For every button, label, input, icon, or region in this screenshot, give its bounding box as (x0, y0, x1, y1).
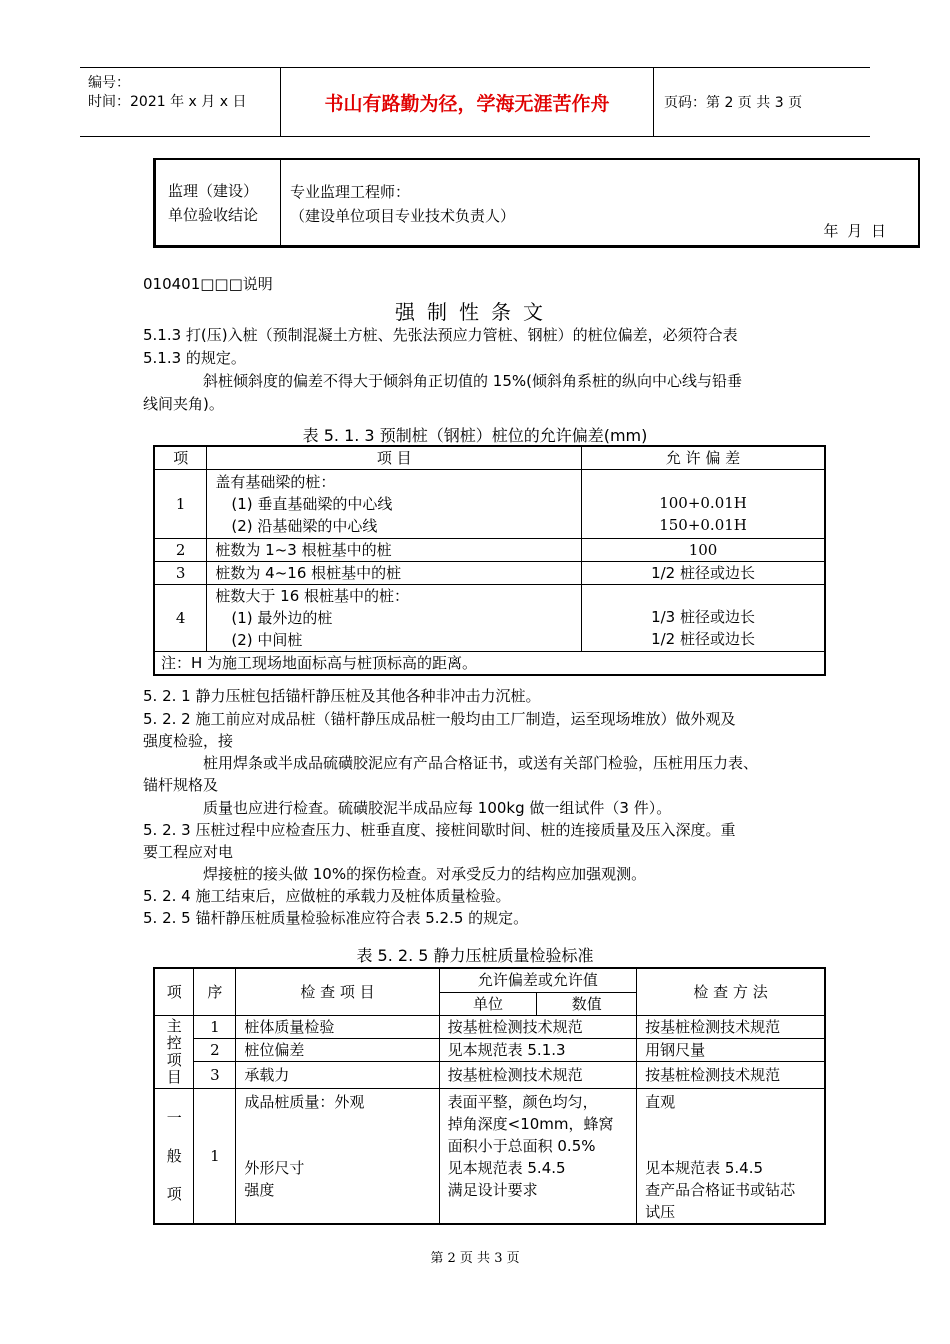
para-523-line2: 要工程应对电 (143, 843, 234, 861)
row-item (207, 585, 582, 652)
para-523-line1: 5. 2. 3 压桩过程中应检查压力、桩垂直度、接桩间歇时间、桩的连接质量及压入深度。重 (143, 821, 736, 839)
table-note-row (154, 652, 825, 676)
row-value (582, 470, 825, 539)
row-item: 桩位偏差 (236, 1039, 439, 1062)
table2-caption: 表 5. 2. 5 静力压桩质量检验标准 (356, 946, 594, 965)
row-deviation-line: 表面平整，颜色均匀， (447, 1093, 598, 1111)
row-item-line: (2) 沿基础梁的中心线 (231, 517, 378, 535)
para-523-line3: 焊接桩的接头做 10%的探伤检查。对承受反力的结构应加强观测。 (203, 865, 647, 883)
row-item-line: 强度 (244, 1181, 275, 1199)
para-522-line3: 桩用焊条或半成品硫磺胶泥应有产品合格证书，或送有关部门检验，压桩用压力表、 (203, 754, 759, 772)
para-slope-line1: 斜桩倾斜度的偏差不得大于倾斜角正切值的 15%(倾斜角系桩的纵向中心线与铅垂 (203, 372, 742, 390)
row-value-line: 150+0.01H (659, 516, 747, 534)
para-521: 5. 2. 1 静力压桩包括锚杆静压桩及其他各种非冲击力沉桩。 (143, 687, 541, 705)
page-header (80, 67, 870, 137)
row-method-line: 见本规范表 5.4.5 (645, 1159, 764, 1177)
row-deviation: 按基桩检测技术规范 (439, 1062, 636, 1089)
para-524: 5. 2. 4 施工结束后，应做桩的承载力及桩体质量检验。 (143, 887, 511, 905)
row-value-line: 100+0.01H (659, 494, 747, 512)
para-513-line2: 5.1.3 的规定。 (143, 349, 246, 367)
row-method-line: 直观 (645, 1093, 676, 1111)
header-motto: 书山有路勤为径，学海无涯苦作舟 (281, 68, 654, 136)
para-522-line4: 锚杆规格及 (143, 776, 219, 794)
row-deviation-line: 见本规范表 5.4.5 (447, 1159, 566, 1177)
para-slope-line2: 线间夹角)。 (143, 395, 224, 413)
row-no: 2 (154, 539, 207, 562)
row-item-line: 外形尺寸 (244, 1159, 305, 1177)
supervisor-label: 专业监理工程师： (290, 183, 411, 201)
table-row (154, 1016, 825, 1039)
row-value-line: 1/2 桩径或边长 (651, 630, 755, 648)
doc-number-label: 编号： (88, 75, 130, 91)
pile-position-deviation-table (153, 445, 826, 676)
row-method-line: 试压 (645, 1203, 676, 1221)
table-note: 注：H 为施工现场地面标高与桩顶标高的距离。 (154, 652, 825, 676)
row-item-line: 成品桩质量：外观 (244, 1093, 365, 1111)
code-line: 010401□□□说明 (143, 275, 273, 293)
col-header-deviation: 允 许 偏 差 (582, 446, 825, 470)
row-deviation: 按基桩检测技术规范 (439, 1016, 636, 1039)
col-header-item: 项 目 (207, 446, 582, 470)
page-footer: 第 2 页 共 3 页 (430, 1251, 520, 1266)
col-header-no: 项 (154, 446, 207, 470)
category-main: 主 控 项 目 (154, 1016, 194, 1089)
header-info-cell (80, 68, 281, 136)
table-header-row (154, 446, 825, 470)
row-method (637, 1089, 825, 1225)
row-deviation-line: 满足设计要求 (447, 1181, 538, 1199)
row-no: 1 (154, 470, 207, 539)
row-item (236, 1089, 439, 1225)
table-header-row (154, 968, 825, 992)
row-no: 2 (194, 1039, 236, 1062)
row-deviation-line: 掉角深度<10mm，蜂窝 (447, 1115, 614, 1133)
row-method-line: 查产品合格证书或钻芯 (645, 1181, 796, 1199)
row-value: 1/2 桩径或边长 (582, 562, 825, 585)
table1-caption: 表 5. 1. 3 预制桩（钢桩）桩位的允许偏差(mm) (302, 426, 648, 445)
row-item-line: 桩数大于 16 根桩基中的桩： (215, 587, 410, 605)
row-item-line: (1) 垂直基础梁的中心线 (231, 495, 393, 513)
row-item: 桩体质量检验 (236, 1016, 439, 1039)
table-row (154, 562, 825, 585)
table-row (154, 470, 825, 539)
col-header-item: 检 查 项 目 (236, 968, 439, 1016)
owner-tech-label: （建设单位项目专业技术负责人） (290, 207, 516, 225)
row-no: 1 (194, 1016, 236, 1039)
row-item: 桩数为 4~16 根桩基中的桩 (207, 562, 582, 585)
table-row (154, 539, 825, 562)
category-general: 一 般 项 (154, 1089, 194, 1225)
para-522-line2: 强度检验，接 (143, 732, 234, 750)
acceptance-conclusion-box (153, 158, 920, 248)
sign-date: 年 月 日 (823, 222, 888, 240)
row-item-line: (1) 最外边的桩 (231, 609, 333, 627)
col-header-unit: 单位 (439, 992, 537, 1016)
para-513-line1: 5.1.3 打(压)入桩（预制混凝土方桩、先张法预应力管桩、钢桩）的桩位偏差，必须符合表 (143, 326, 738, 344)
row-no: 3 (154, 562, 207, 585)
row-deviation (439, 1089, 636, 1225)
row-item-line: 盖有基础梁的桩： (215, 473, 336, 491)
acceptance-label-line2: 单位验收结论 (168, 205, 259, 224)
col-header-seq: 序 (194, 968, 236, 1016)
acceptance-sign-cell (282, 160, 918, 245)
row-no: 1 (194, 1089, 236, 1225)
row-value (582, 585, 825, 652)
col-header-deviation: 允许偏差或允许值 (439, 968, 636, 992)
table-row (154, 1039, 825, 1062)
table-row (154, 1089, 825, 1225)
row-value: 100 (582, 539, 825, 562)
col-header-category: 项 (154, 968, 194, 1016)
para-522-line1: 5. 2. 2 施工前应对成品桩（锚杆静压成品桩一般均由工厂制造，运至现场堆放）做外观及 (143, 710, 736, 728)
row-method: 按基桩检测技术规范 (637, 1062, 825, 1089)
para-525: 5. 2. 5 锚杆静压桩质量检验标准应符合表 5.2.5 的规定。 (143, 909, 529, 927)
col-header-value: 数值 (537, 992, 637, 1016)
doc-date-label: 时间：2021 年 x 月 x 日 (88, 94, 247, 110)
row-method: 用钢尺量 (637, 1039, 825, 1062)
para-522-line5: 质量也应进行检查。硫磺胶泥半成品应每 100kg 做一组试件（3 件）。 (203, 799, 672, 817)
row-no: 3 (194, 1062, 236, 1089)
static-pile-quality-table (153, 967, 826, 1225)
col-header-method: 检 查 方 法 (637, 968, 825, 1016)
table-row (154, 1062, 825, 1089)
row-deviation: 见本规范表 5.1.3 (439, 1039, 636, 1062)
acceptance-label-line1: 监理（建设） (168, 181, 259, 200)
main-title: 强制性条文 (395, 300, 555, 324)
row-item: 承载力 (236, 1062, 439, 1089)
row-item-line: (2) 中间桩 (231, 631, 303, 649)
row-method: 按基桩检测技术规范 (637, 1016, 825, 1039)
acceptance-label-cell (156, 160, 281, 245)
row-no: 4 (154, 585, 207, 652)
row-item (207, 470, 582, 539)
row-item: 桩数为 1~3 根桩基中的桩 (207, 539, 582, 562)
row-value-line: 1/3 桩径或边长 (651, 608, 755, 626)
table-row (154, 585, 825, 652)
header-page-label: 页码：第 2 页 共 3 页 (664, 95, 803, 111)
row-deviation-line: 面积小于总面积 0.5% (447, 1137, 596, 1155)
